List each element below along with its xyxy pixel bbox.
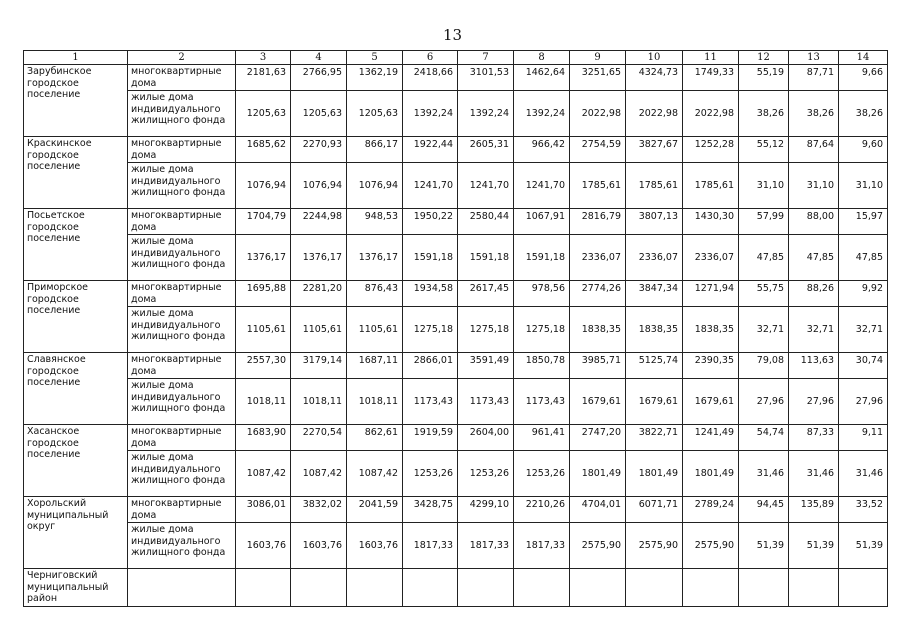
value-cell: 1850,78 — [514, 353, 570, 379]
municipality-name: Посьетское городское поселение — [24, 209, 128, 281]
value-cell: 31,46 — [739, 451, 789, 497]
page-number: 13 — [442, 26, 463, 44]
value-cell: 1275,18 — [458, 307, 514, 353]
value-cell: 2181,63 — [236, 65, 291, 91]
value-cell: 3251,65 — [570, 65, 626, 91]
value-cell: 1430,30 — [683, 209, 739, 235]
housing-type: многоквартирные дома — [128, 497, 236, 523]
value-cell: 1252,28 — [683, 137, 739, 163]
value-cell: 1591,18 — [403, 235, 458, 281]
value-cell: 87,33 — [789, 425, 839, 451]
value-cell: 1838,35 — [570, 307, 626, 353]
column-number-cell: 8 — [514, 51, 570, 65]
empty-cell — [403, 569, 458, 607]
value-cell: 1076,94 — [291, 163, 347, 209]
empty-cell — [458, 569, 514, 607]
table-row-last — [24, 569, 888, 607]
value-cell: 4704,01 — [570, 497, 626, 523]
value-cell: 2557,30 — [236, 353, 291, 379]
value-cell: 9,60 — [839, 137, 888, 163]
value-cell: 2022,98 — [683, 91, 739, 137]
value-cell: 1253,26 — [458, 451, 514, 497]
value-cell: 1205,63 — [236, 91, 291, 137]
value-cell: 1785,61 — [683, 163, 739, 209]
value-cell: 3086,01 — [236, 497, 291, 523]
table-row-apartment — [24, 497, 888, 523]
value-cell: 1087,42 — [347, 451, 403, 497]
column-number-cell: 11 — [683, 51, 739, 65]
value-cell: 1687,11 — [347, 353, 403, 379]
value-cell: 1067,91 — [514, 209, 570, 235]
value-cell: 1241,70 — [458, 163, 514, 209]
value-cell: 2575,90 — [626, 523, 683, 569]
value-cell: 1950,22 — [403, 209, 458, 235]
value-cell: 27,96 — [839, 379, 888, 425]
value-cell: 9,92 — [839, 281, 888, 307]
column-number-cell: 13 — [789, 51, 839, 65]
table-row-apartment — [24, 353, 888, 379]
column-number-row — [24, 51, 888, 65]
value-cell: 862,61 — [347, 425, 403, 451]
value-cell: 1376,17 — [291, 235, 347, 281]
value-cell: 1704,79 — [236, 209, 291, 235]
value-cell: 1749,33 — [683, 65, 739, 91]
value-cell: 1241,49 — [683, 425, 739, 451]
value-cell: 2816,79 — [570, 209, 626, 235]
value-cell: 1785,61 — [570, 163, 626, 209]
value-cell: 1376,17 — [236, 235, 291, 281]
municipality-name: Хасанское городское поселение — [24, 425, 128, 497]
value-cell: 3847,34 — [626, 281, 683, 307]
table-row-apartment — [24, 425, 888, 451]
value-cell: 1679,61 — [570, 379, 626, 425]
value-cell: 1241,70 — [403, 163, 458, 209]
housing-type: жилые дома индивидуального жилищного фонда — [128, 235, 236, 281]
value-cell: 961,41 — [514, 425, 570, 451]
column-number-cell: 12 — [739, 51, 789, 65]
column-number-cell: 2 — [128, 51, 236, 65]
table-row-house — [24, 523, 888, 569]
municipality-name: Приморское городское поселение — [24, 281, 128, 353]
value-cell: 31,10 — [789, 163, 839, 209]
municipality-name: Краскинское городское поселение — [24, 137, 128, 209]
value-cell: 3985,71 — [570, 353, 626, 379]
value-cell: 1603,76 — [347, 523, 403, 569]
tariff-table — [23, 50, 888, 607]
value-cell: 32,71 — [789, 307, 839, 353]
value-cell: 27,96 — [789, 379, 839, 425]
value-cell: 1018,11 — [236, 379, 291, 425]
value-cell: 1392,24 — [514, 91, 570, 137]
value-cell: 1785,61 — [626, 163, 683, 209]
value-cell: 2270,54 — [291, 425, 347, 451]
housing-type: жилые дома индивидуального жилищного фонда — [128, 91, 236, 137]
value-cell: 32,71 — [839, 307, 888, 353]
municipality-name: Черниговский муниципальный район — [24, 569, 128, 607]
value-cell: 978,56 — [514, 281, 570, 307]
municipality-name: Зарубинское городское поселение — [24, 65, 128, 137]
value-cell: 2022,98 — [626, 91, 683, 137]
housing-type: многоквартирные дома — [128, 137, 236, 163]
value-cell: 866,17 — [347, 137, 403, 163]
value-cell: 1087,42 — [291, 451, 347, 497]
value-cell: 2270,93 — [291, 137, 347, 163]
value-cell: 51,39 — [739, 523, 789, 569]
value-cell: 3179,14 — [291, 353, 347, 379]
value-cell: 2390,35 — [683, 353, 739, 379]
column-number-cell: 3 — [236, 51, 291, 65]
value-cell: 1801,49 — [626, 451, 683, 497]
table-row-apartment — [24, 137, 888, 163]
housing-type: жилые дома индивидуального жилищного фонда — [128, 307, 236, 353]
value-cell: 55,75 — [739, 281, 789, 307]
value-cell: 33,52 — [839, 497, 888, 523]
table-row-apartment — [24, 209, 888, 235]
value-cell: 88,26 — [789, 281, 839, 307]
value-cell: 1253,26 — [403, 451, 458, 497]
value-cell: 2418,66 — [403, 65, 458, 91]
empty-cell — [839, 569, 888, 607]
value-cell: 1173,43 — [514, 379, 570, 425]
value-cell: 3428,75 — [403, 497, 458, 523]
value-cell: 3827,67 — [626, 137, 683, 163]
value-cell: 27,96 — [739, 379, 789, 425]
municipality-name: Хорольский муниципальный округ — [24, 497, 128, 569]
empty-cell — [683, 569, 739, 607]
housing-type: многоквартирные дома — [128, 425, 236, 451]
value-cell: 2766,95 — [291, 65, 347, 91]
value-cell: 876,43 — [347, 281, 403, 307]
value-cell: 38,26 — [789, 91, 839, 137]
value-cell: 31,10 — [739, 163, 789, 209]
table-row-apartment — [24, 65, 888, 91]
value-cell: 15,97 — [839, 209, 888, 235]
value-cell: 1695,88 — [236, 281, 291, 307]
table-row-apartment — [24, 281, 888, 307]
value-cell: 1105,61 — [236, 307, 291, 353]
value-cell: 2774,26 — [570, 281, 626, 307]
empty-cell — [789, 569, 839, 607]
value-cell: 87,64 — [789, 137, 839, 163]
value-cell: 5125,74 — [626, 353, 683, 379]
value-cell: 31,46 — [789, 451, 839, 497]
value-cell: 38,26 — [739, 91, 789, 137]
value-cell: 2604,00 — [458, 425, 514, 451]
empty-cell — [236, 569, 291, 607]
value-cell: 2210,26 — [514, 497, 570, 523]
value-cell: 1076,94 — [347, 163, 403, 209]
value-cell: 88,00 — [789, 209, 839, 235]
value-cell: 1205,63 — [291, 91, 347, 137]
value-cell: 1105,61 — [347, 307, 403, 353]
empty-cell — [347, 569, 403, 607]
housing-type: многоквартирные дома — [128, 209, 236, 235]
value-cell: 3591,49 — [458, 353, 514, 379]
column-number-cell: 10 — [626, 51, 683, 65]
value-cell: 948,53 — [347, 209, 403, 235]
column-number-cell: 7 — [458, 51, 514, 65]
value-cell: 2281,20 — [291, 281, 347, 307]
value-cell: 1679,61 — [683, 379, 739, 425]
value-cell: 2244,98 — [291, 209, 347, 235]
value-cell: 1801,49 — [683, 451, 739, 497]
value-cell: 1801,49 — [570, 451, 626, 497]
value-cell: 2866,01 — [403, 353, 458, 379]
value-cell: 79,08 — [739, 353, 789, 379]
column-number-cell: 1 — [24, 51, 128, 65]
value-cell: 31,10 — [839, 163, 888, 209]
value-cell: 1392,24 — [458, 91, 514, 137]
value-cell: 47,85 — [839, 235, 888, 281]
value-cell: 57,99 — [739, 209, 789, 235]
value-cell: 2336,07 — [570, 235, 626, 281]
value-cell: 1275,18 — [514, 307, 570, 353]
value-cell: 2022,98 — [570, 91, 626, 137]
empty-cell — [626, 569, 683, 607]
value-cell: 1603,76 — [291, 523, 347, 569]
value-cell: 51,39 — [839, 523, 888, 569]
value-cell: 1817,33 — [514, 523, 570, 569]
value-cell: 2605,31 — [458, 137, 514, 163]
value-cell: 47,85 — [789, 235, 839, 281]
value-cell: 2336,07 — [626, 235, 683, 281]
value-cell: 1241,70 — [514, 163, 570, 209]
value-cell: 2789,24 — [683, 497, 739, 523]
value-cell: 51,39 — [789, 523, 839, 569]
column-number-cell: 6 — [403, 51, 458, 65]
value-cell: 2575,90 — [570, 523, 626, 569]
municipality-name: Славянское городское поселение — [24, 353, 128, 425]
value-cell: 55,19 — [739, 65, 789, 91]
value-cell: 31,46 — [839, 451, 888, 497]
value-cell: 1838,35 — [683, 307, 739, 353]
housing-type: многоквартирные дома — [128, 353, 236, 379]
value-cell: 3832,02 — [291, 497, 347, 523]
empty-cell — [570, 569, 626, 607]
housing-type: многоквартирные дома — [128, 65, 236, 91]
value-cell: 55,12 — [739, 137, 789, 163]
value-cell: 2575,90 — [683, 523, 739, 569]
value-cell: 9,11 — [839, 425, 888, 451]
table-row-house — [24, 307, 888, 353]
housing-type: жилые дома индивидуального жилищного фонда — [128, 451, 236, 497]
value-cell: 135,89 — [789, 497, 839, 523]
value-cell: 1173,43 — [458, 379, 514, 425]
value-cell: 6071,71 — [626, 497, 683, 523]
value-cell: 2336,07 — [683, 235, 739, 281]
value-cell: 1275,18 — [403, 307, 458, 353]
value-cell: 2041,59 — [347, 497, 403, 523]
value-cell: 3807,13 — [626, 209, 683, 235]
empty-cell — [128, 569, 236, 607]
value-cell: 1603,76 — [236, 523, 291, 569]
value-cell: 1253,26 — [514, 451, 570, 497]
value-cell: 38,26 — [839, 91, 888, 137]
housing-type: жилые дома индивидуального жилищного фонда — [128, 379, 236, 425]
value-cell: 1934,58 — [403, 281, 458, 307]
value-cell: 94,45 — [739, 497, 789, 523]
value-cell: 32,71 — [739, 307, 789, 353]
value-cell: 1362,19 — [347, 65, 403, 91]
table-body — [24, 51, 888, 607]
value-cell: 4299,10 — [458, 497, 514, 523]
value-cell: 3101,53 — [458, 65, 514, 91]
value-cell: 2754,59 — [570, 137, 626, 163]
value-cell: 1591,18 — [458, 235, 514, 281]
value-cell: 54,74 — [739, 425, 789, 451]
value-cell: 4324,73 — [626, 65, 683, 91]
value-cell: 1685,62 — [236, 137, 291, 163]
value-cell: 1087,42 — [236, 451, 291, 497]
value-cell: 2617,45 — [458, 281, 514, 307]
table-row-house — [24, 379, 888, 425]
value-cell: 30,74 — [839, 353, 888, 379]
value-cell: 87,71 — [789, 65, 839, 91]
value-cell: 1817,33 — [458, 523, 514, 569]
table-row-house — [24, 163, 888, 209]
value-cell: 1018,11 — [347, 379, 403, 425]
value-cell: 1922,44 — [403, 137, 458, 163]
value-cell: 113,63 — [789, 353, 839, 379]
value-cell: 1205,63 — [347, 91, 403, 137]
value-cell: 1271,94 — [683, 281, 739, 307]
value-cell: 9,66 — [839, 65, 888, 91]
value-cell: 3822,71 — [626, 425, 683, 451]
table-row-house — [24, 451, 888, 497]
value-cell: 1838,35 — [626, 307, 683, 353]
empty-cell — [514, 569, 570, 607]
value-cell: 1392,24 — [403, 91, 458, 137]
housing-type: многоквартирные дома — [128, 281, 236, 307]
value-cell: 1076,94 — [236, 163, 291, 209]
column-number-cell: 14 — [839, 51, 888, 65]
value-cell: 1817,33 — [403, 523, 458, 569]
value-cell: 1462,64 — [514, 65, 570, 91]
value-cell: 2747,20 — [570, 425, 626, 451]
value-cell: 2580,44 — [458, 209, 514, 235]
value-cell: 1683,90 — [236, 425, 291, 451]
empty-cell — [739, 569, 789, 607]
column-number-cell: 9 — [570, 51, 626, 65]
table-row-house — [24, 91, 888, 137]
value-cell: 1919,59 — [403, 425, 458, 451]
value-cell: 47,85 — [739, 235, 789, 281]
value-cell: 1105,61 — [291, 307, 347, 353]
value-cell: 1679,61 — [626, 379, 683, 425]
housing-type: жилые дома индивидуального жилищного фонда — [128, 523, 236, 569]
value-cell: 1173,43 — [403, 379, 458, 425]
value-cell: 966,42 — [514, 137, 570, 163]
column-number-cell: 4 — [291, 51, 347, 65]
table-row-house — [24, 235, 888, 281]
value-cell: 1591,18 — [514, 235, 570, 281]
housing-type: жилые дома индивидуального жилищного фонда — [128, 163, 236, 209]
empty-cell — [291, 569, 347, 607]
column-number-cell: 5 — [347, 51, 403, 65]
value-cell: 1018,11 — [291, 379, 347, 425]
value-cell: 1376,17 — [347, 235, 403, 281]
